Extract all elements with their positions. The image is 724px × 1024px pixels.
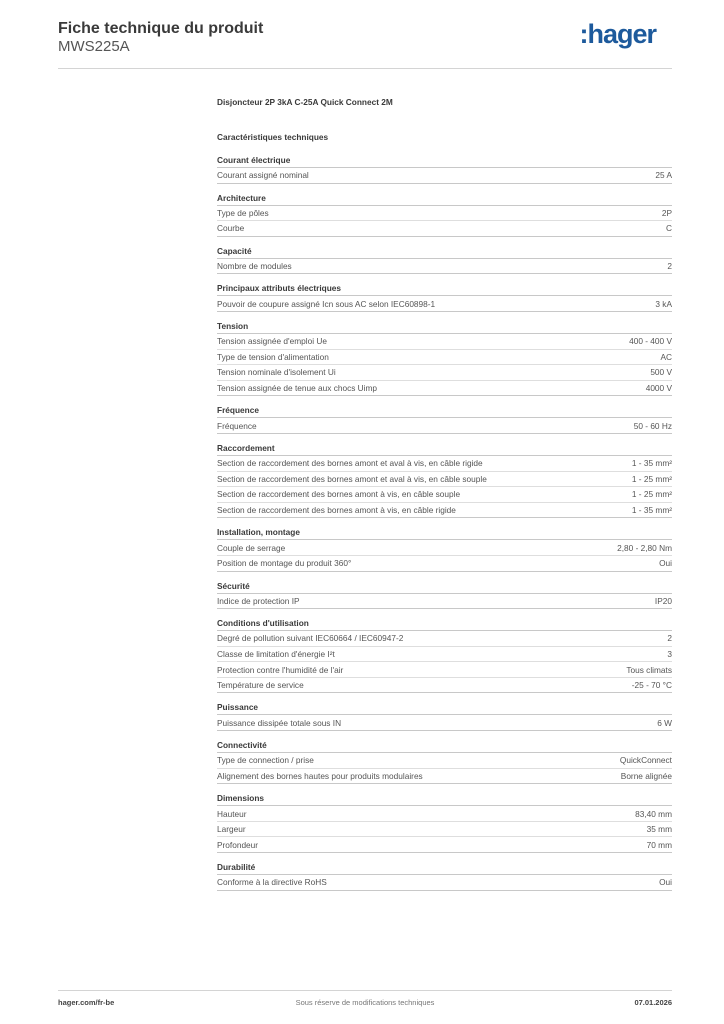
spec-row: [217, 647, 672, 663]
spec-value: IP20: [654, 595, 672, 606]
footer-divider: [58, 990, 672, 991]
spec-group: [217, 321, 672, 396]
spec-content: [217, 95, 672, 900]
spec-label: Pouvoir de coupure assigné Icn sous AC selon IEC60898-1: [217, 298, 436, 309]
spec-value: 83,40 mm: [635, 808, 672, 819]
spec-value: 1 - 35 mm²: [631, 458, 672, 469]
spec-row: [217, 594, 672, 610]
page-footer: [58, 998, 672, 1010]
spec-value: 2: [667, 261, 672, 272]
spec-label: Type de pôles: [217, 207, 269, 218]
hager-logo: :hager: [579, 19, 656, 49]
spec-group: [217, 155, 672, 184]
spec-row: [217, 296, 672, 312]
spec-row: [217, 806, 672, 822]
spec-row: [217, 662, 672, 678]
spec-group: [217, 581, 672, 610]
spec-row: [217, 678, 672, 694]
spec-label: Protection contre l'humidité de l'air: [217, 664, 344, 675]
spec-group-title: Connectivité: [217, 740, 672, 753]
spec-group-title: Raccordement: [217, 443, 672, 456]
spec-label: Conforme à la directive RoHS: [217, 877, 327, 888]
spec-group-title: Dimensions: [217, 793, 672, 806]
spec-group: [217, 793, 672, 853]
spec-group: [217, 740, 672, 784]
spec-group: [217, 618, 672, 693]
spec-group-title: Conditions d'utilisation: [217, 618, 672, 631]
product-reference: MWS225A: [58, 38, 130, 55]
spec-value: 500 V: [650, 367, 672, 378]
spec-label: Courant assigné nominal: [217, 170, 309, 181]
spec-label: Type de connection / prise: [217, 755, 314, 766]
spec-row: [217, 365, 672, 381]
spec-value: 50 - 60 Hz: [633, 420, 672, 431]
spec-value: 6 W: [657, 717, 672, 728]
spec-row: [217, 631, 672, 647]
header-divider: [58, 68, 672, 69]
spec-label: Fréquence: [217, 420, 257, 431]
footer-date: 07.01.2026: [634, 998, 672, 1007]
spec-row: [217, 259, 672, 275]
spec-label: Tension assignée d'emploi Ue: [217, 336, 327, 347]
spec-group-title: Tension: [217, 321, 672, 334]
spec-label: Profondeur: [217, 839, 259, 850]
spec-value: C: [666, 223, 672, 234]
spec-value: 1 - 25 mm²: [631, 489, 672, 500]
footer-notice: Sous réserve de modifications techniques: [295, 998, 435, 1007]
spec-row: [217, 472, 672, 488]
spec-value: 2,80 - 2,80 Nm: [617, 542, 672, 553]
spec-label: Tension nominale d'isolement Ui: [217, 367, 336, 378]
spec-row: [217, 875, 672, 891]
spec-row: [217, 487, 672, 503]
spec-row: [217, 822, 672, 838]
spec-value: 2: [667, 633, 672, 644]
section-title: Caractéristiques techniques: [217, 132, 329, 142]
spec-value: 3: [667, 648, 672, 659]
spec-group: [217, 246, 672, 275]
spec-group-title: Capacité: [217, 246, 672, 259]
spec-row: [217, 350, 672, 366]
page-header: [58, 20, 672, 68]
spec-group: [217, 527, 672, 571]
spec-row: [217, 769, 672, 785]
spec-label: Température de service: [217, 680, 304, 691]
spec-label: Section de raccordement des bornes amont à vis, en câble souple: [217, 489, 461, 500]
spec-label: Degré de pollution suivant IEC60664 / IEC60947-2: [217, 633, 404, 644]
spec-row: [217, 837, 672, 853]
spec-group-title: Fréquence: [217, 405, 672, 418]
spec-row: [217, 418, 672, 434]
spec-group: [217, 862, 672, 891]
spec-value: 4000 V: [645, 383, 672, 394]
spec-row: [217, 540, 672, 556]
spec-row: [217, 753, 672, 769]
spec-group: [217, 193, 672, 237]
spec-value: -25 - 70 °C: [631, 680, 672, 691]
spec-label: Section de raccordement des bornes amont à vis, en câble rigide: [217, 505, 456, 516]
document-title: Fiche technique du produit: [58, 20, 264, 37]
spec-row: [217, 715, 672, 731]
spec-label: Classe de limitation d'énergie I²t: [217, 648, 335, 659]
spec-row: [217, 334, 672, 350]
spec-label: Hauteur: [217, 808, 247, 819]
spec-group-title: Durabilité: [217, 862, 672, 875]
spec-row: [217, 206, 672, 222]
spec-group: [217, 702, 672, 731]
spec-label: Nombre de modules: [217, 261, 292, 272]
spec-group-title: Courant électrique: [217, 155, 672, 168]
spec-label: Courbe: [217, 223, 245, 234]
spec-label: Section de raccordement des bornes amont et aval à vis, en câble rigide: [217, 458, 483, 469]
spec-label: Position de montage du produit 360°: [217, 558, 352, 569]
spec-group-title: Architecture: [217, 193, 672, 206]
spec-value: 70 mm: [646, 839, 672, 850]
spec-value: QuickConnect: [619, 755, 672, 766]
spec-value: Oui: [659, 877, 672, 888]
spec-value: Tous climats: [626, 664, 672, 675]
spec-value: 2P: [661, 207, 672, 218]
spec-value: 400 - 400 V: [629, 336, 672, 347]
spec-row: [217, 168, 672, 184]
spec-row: [217, 221, 672, 237]
spec-group-title: Puissance: [217, 702, 672, 715]
spec-groups: [217, 155, 672, 891]
spec-value: 35 mm: [646, 824, 672, 835]
spec-label: Largeur: [217, 824, 246, 835]
spec-group-title: Sécurité: [217, 581, 672, 594]
spec-value: 1 - 35 mm²: [631, 505, 672, 516]
spec-label: Couple de serrage: [217, 542, 286, 553]
spec-value: 3 kA: [655, 298, 672, 309]
spec-group-title: Principaux attributs électriques: [217, 283, 672, 296]
spec-label: Puissance dissipée totale sous IN: [217, 717, 342, 728]
spec-label: Alignement des bornes hautes pour produits modulaires: [217, 770, 423, 781]
spec-value: AC: [660, 351, 672, 362]
spec-row: [217, 381, 672, 397]
spec-label: Section de raccordement des bornes amont et aval à vis, en câble souple: [217, 473, 487, 484]
spec-group: [217, 405, 672, 434]
spec-value: Oui: [659, 558, 672, 569]
spec-label: Indice de protection IP: [217, 595, 300, 606]
spec-label: Tension assignée de tenue aux chocs Uimp: [217, 383, 378, 394]
spec-value: 25 A: [655, 170, 672, 181]
spec-value: Borne alignée: [620, 770, 672, 781]
product-name: Disjoncteur 2P 3kA C-25A Quick Connect 2M: [217, 97, 393, 107]
spec-group: [217, 443, 672, 518]
spec-group-title: Installation, montage: [217, 527, 672, 540]
spec-value: 1 - 25 mm²: [631, 473, 672, 484]
spec-row: [217, 456, 672, 472]
spec-row: [217, 556, 672, 572]
spec-label: Type de tension d'alimentation: [217, 351, 329, 362]
spec-row: [217, 503, 672, 519]
footer-website: hager.com/fr-be: [58, 998, 115, 1007]
spec-group: [217, 283, 672, 312]
